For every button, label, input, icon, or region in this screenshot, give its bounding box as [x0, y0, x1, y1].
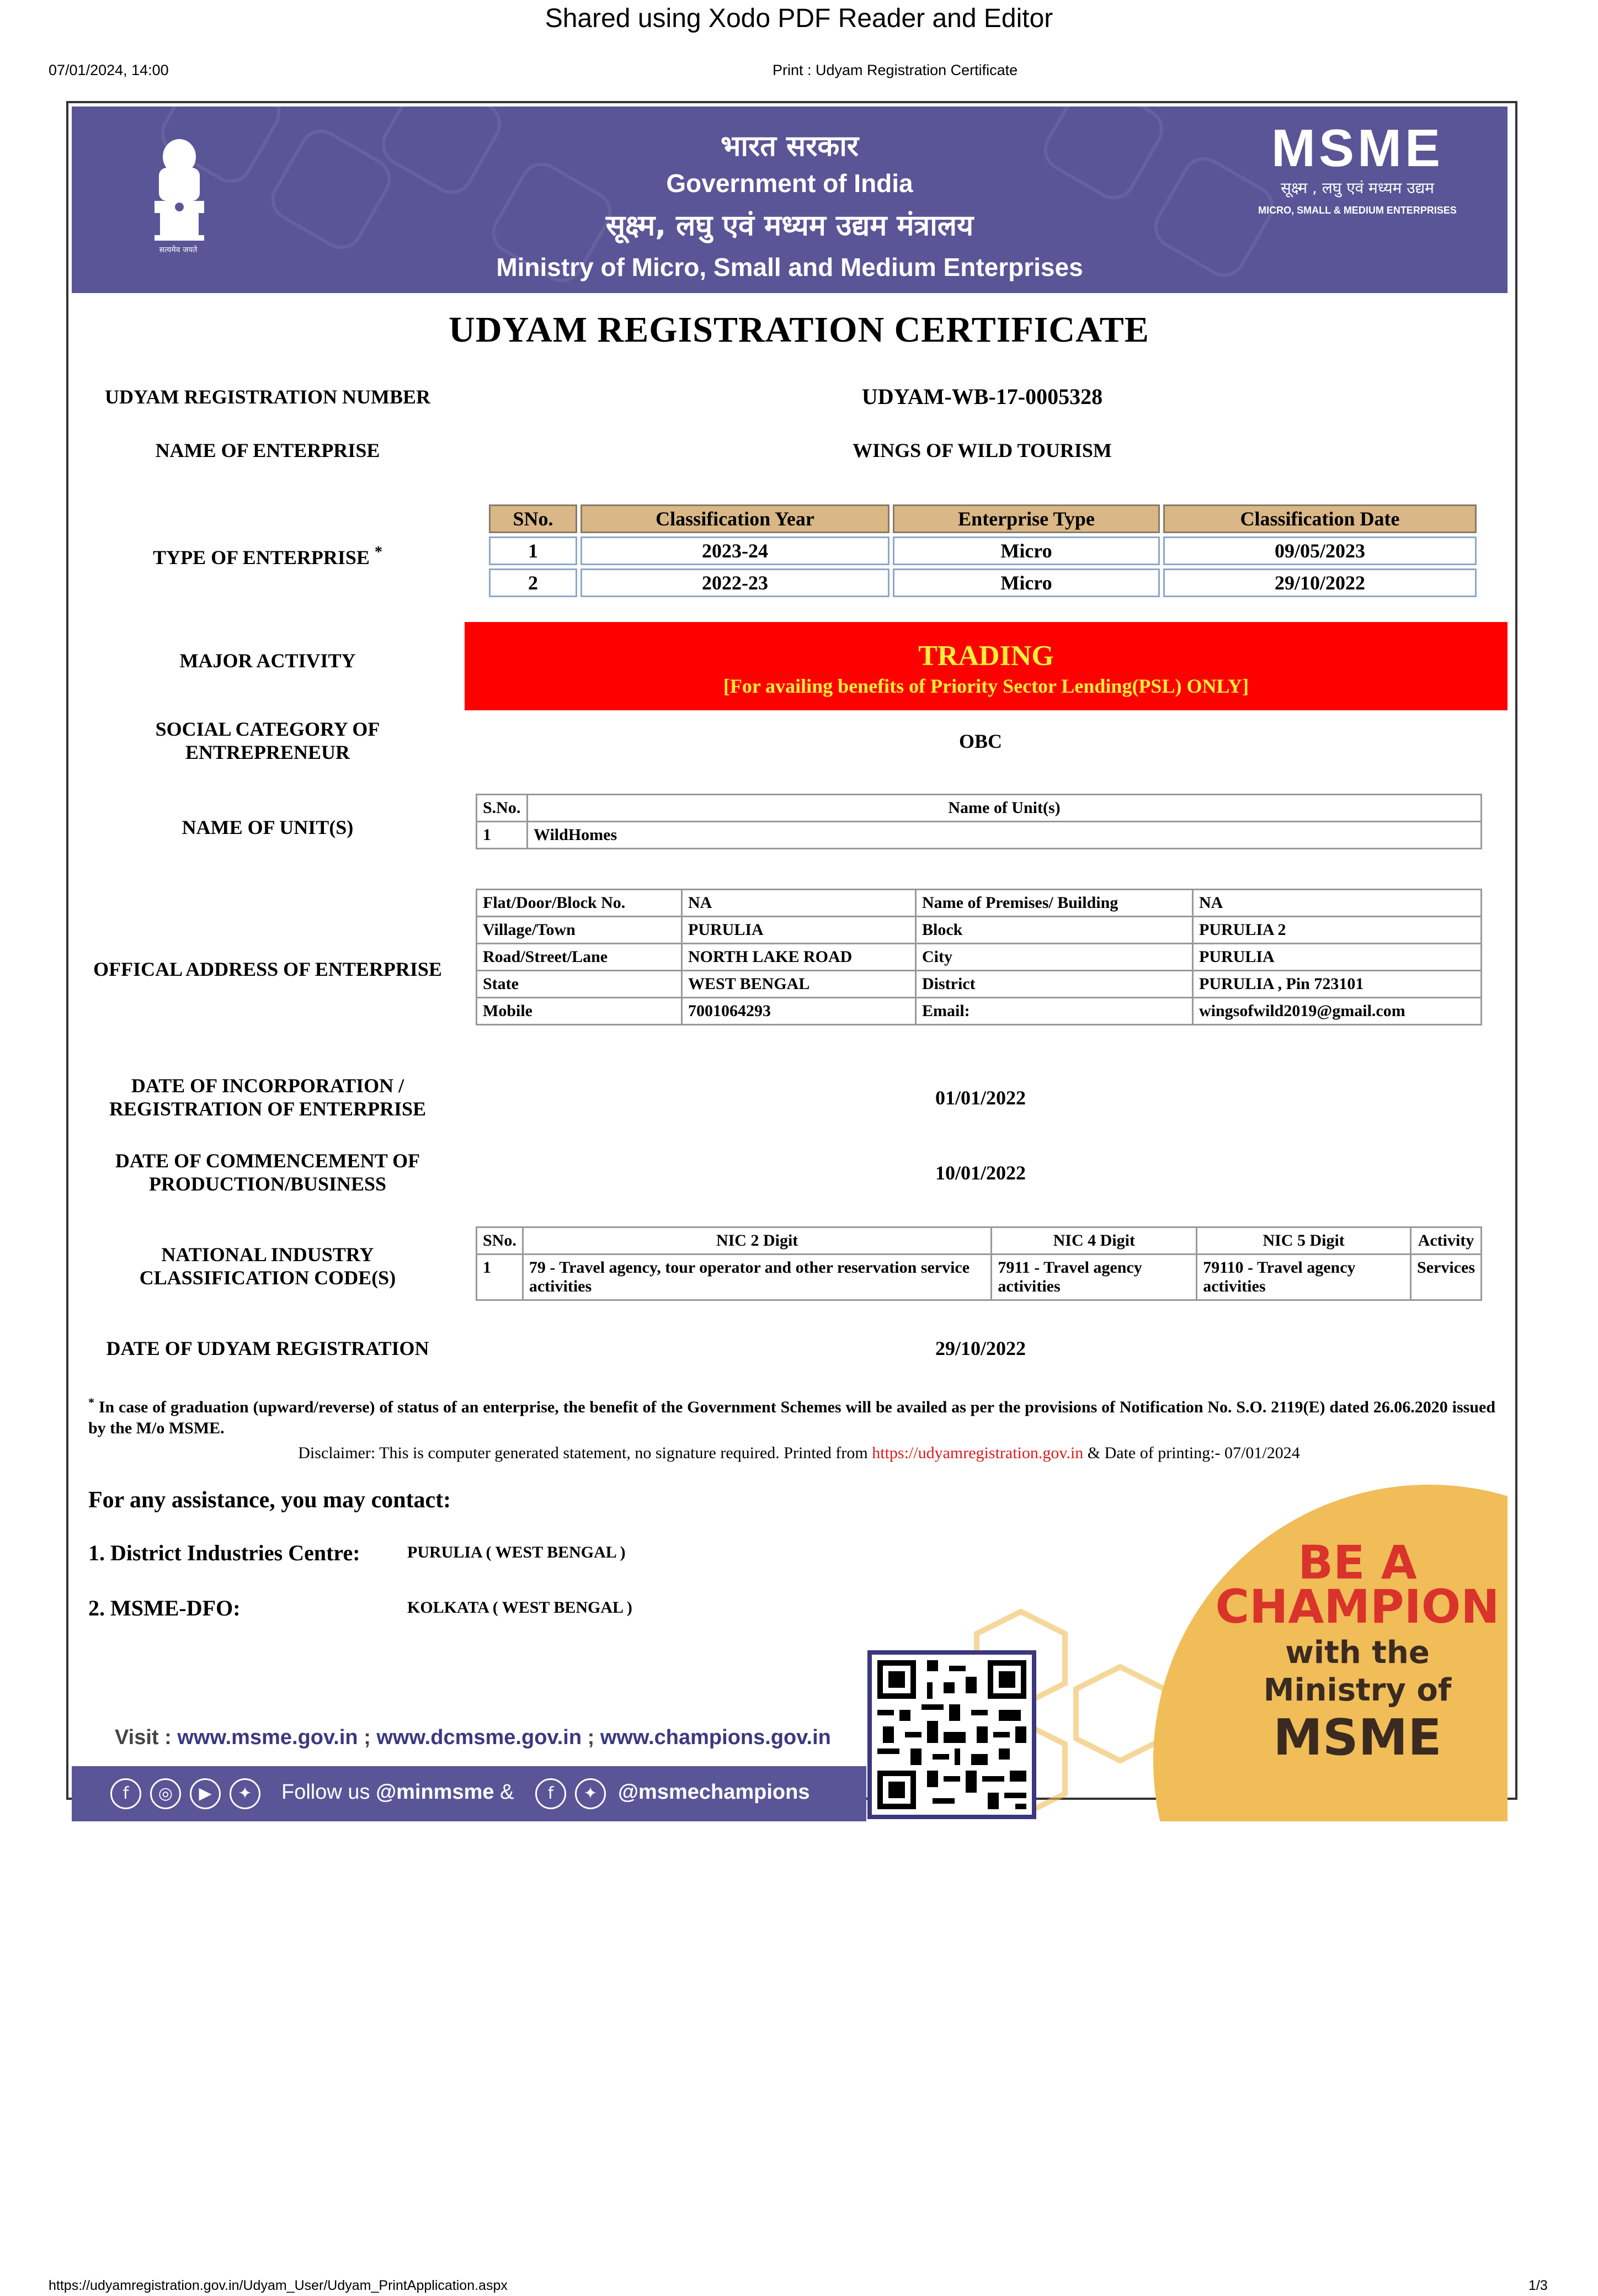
classification-table: [486, 501, 1480, 600]
nic-header-sno: SNo.: [477, 1227, 523, 1255]
commencement-label: DATE OF COMMENCEMENT OF PRODUCTION/BUSINESS: [115, 1150, 420, 1195]
reg-number-label: UDYAM REGISTRATION NUMBER: [104, 386, 431, 408]
table-cell: City: [916, 944, 1193, 971]
msme-link[interactable]: www.msme.gov.in: [177, 1726, 358, 1749]
table-row: [477, 890, 1482, 917]
incorporation-date: 01/01/2022: [935, 1087, 1026, 1109]
table-cell: NA: [1193, 890, 1482, 917]
table-cell: Mobile: [477, 998, 682, 1025]
table-cell: PURULIA: [682, 917, 916, 944]
table-cell: 2: [489, 568, 577, 597]
address-table: [476, 889, 1482, 1025]
units-header-sno: S.No.: [477, 795, 528, 822]
table-row: [477, 971, 1482, 998]
banner-ministry-hindi: सूक्ष्म, लघु एवं मध्यम उद्यम मंत्रालय: [605, 209, 974, 242]
table-cell: Name of Premises/ Building: [916, 890, 1193, 917]
nic-header-4: NIC 4 Digit: [992, 1227, 1197, 1255]
nic-header-2: NIC 2 Digit: [523, 1227, 992, 1255]
table-row: [489, 536, 1477, 565]
msme-logo-subtitle: MICRO, SMALL & MEDIUM ENTERPRISES: [1258, 205, 1457, 216]
udyam-date-label: DATE OF UDYAM REGISTRATION: [106, 1337, 429, 1359]
units-label: NAME OF UNIT(S): [182, 816, 354, 838]
banner-hindi-title: भारत सरकार: [720, 130, 859, 163]
dcmsme-link[interactable]: www.dcmsme.gov.in: [376, 1726, 582, 1749]
enterprise-name: WINGS OF WILD TOURISM: [853, 439, 1112, 461]
print-datetime: 07/01/2024, 14:00: [49, 62, 169, 78]
udyam-date: 29/10/2022: [935, 1337, 1026, 1359]
print-title: Print : Udyam Registration Certificate: [773, 62, 1018, 78]
incorporation-label: DATE OF INCORPORATION / REGISTRATION OF ENTERPRISE: [109, 1075, 427, 1120]
twitter-icon[interactable]: ✦: [230, 1778, 260, 1809]
table-cell: 79110 - Travel agency activities: [1197, 1255, 1411, 1300]
nic-header-5: NIC 5 Digit: [1197, 1227, 1411, 1255]
footer-url: https://udyamregistration.gov.in/Udyam_User/Udyam_PrintApplication.aspx: [49, 2278, 508, 2293]
enterprise-type-label: TYPE OF ENTERPRISE *: [153, 544, 382, 568]
dfo-label: 2. MSME-DFO:: [88, 1596, 241, 1620]
table-row: [477, 1255, 1482, 1300]
table-row: [477, 998, 1482, 1025]
address-label: OFFICAL ADDRESS OF ENTERPRISE: [93, 958, 442, 980]
champions-link[interactable]: www.champions.gov.in: [600, 1726, 831, 1749]
qr-code-icon: [872, 1655, 1032, 1815]
facebook-icon[interactable]: f: [535, 1778, 566, 1809]
twitter-icon[interactable]: ✦: [575, 1778, 606, 1809]
cls-header-type: Enterprise Type: [893, 504, 1160, 533]
cls-header-sno: SNo.: [489, 504, 577, 533]
table-cell: 29/10/2022: [1163, 568, 1477, 597]
page-number: 1/3: [1528, 2278, 1548, 2293]
table-cell: 2023-24: [580, 536, 889, 565]
table-cell: wingsofwild2019@gmail.com: [1193, 998, 1482, 1025]
msme-logo-text: MSME: [1271, 123, 1443, 173]
table-cell: 79 - Travel agency, tour operator and other reservation service activities: [523, 1255, 992, 1300]
table-cell: 1: [477, 822, 528, 849]
nic-header-activity: Activity: [1411, 1227, 1482, 1255]
promo-line4: Ministry of: [1263, 1672, 1452, 1708]
visit-links: Visit : www.msme.gov.in ; www.dcmsme.gov.in ; www.champions.gov.in: [115, 1726, 831, 1749]
table-cell: NORTH LAKE ROAD: [682, 944, 916, 971]
msme-logo-hindi: सूक्ष्म , लघु एवं मध्यम उद्यम: [1280, 179, 1435, 197]
table-row: [477, 822, 1482, 849]
table-cell: 7911 - Travel agency activities: [992, 1255, 1197, 1300]
table-cell: PURULIA 2: [1193, 917, 1482, 944]
promo-line3: with the: [1285, 1635, 1430, 1671]
gov-banner: [72, 107, 1508, 293]
table-row: [489, 568, 1477, 597]
commencement-date: 10/01/2022: [935, 1162, 1026, 1184]
enterprise-name-label: NAME OF ENTERPRISE: [155, 439, 380, 461]
promo-line1: BE A: [1298, 1535, 1417, 1590]
table-cell: District: [916, 971, 1193, 998]
table-cell: Email:: [916, 998, 1193, 1025]
table-cell: PURULIA , Pin 723101: [1193, 971, 1482, 998]
emblem-caption: सत्यमेव जयते: [159, 246, 198, 254]
table-cell: 09/05/2023: [1163, 536, 1477, 565]
dfo-value: KOLKATA ( WEST BENGAL ): [407, 1598, 632, 1617]
table-cell: 7001064293: [682, 998, 916, 1025]
facebook-icon[interactable]: f: [110, 1778, 141, 1809]
table-cell: NA: [682, 890, 916, 917]
disclaimer: Disclaimer: This is computer generated statement, no signature required. Printed from https://udyamregistration.gov.in & Date of printing:- 07/01/2024: [298, 1444, 1300, 1462]
activity-box: [465, 622, 1508, 710]
follow-bar: [72, 1766, 866, 1821]
table-row: [477, 944, 1482, 971]
qr-code: [867, 1650, 1036, 1819]
youtube-icon[interactable]: ▶: [190, 1778, 221, 1809]
table-cell: Micro: [893, 568, 1160, 597]
social-category: OBC: [958, 730, 1002, 752]
table-cell: State: [477, 971, 682, 998]
reg-number: UDYAM-WB-17-0005328: [861, 384, 1103, 409]
table-row: [477, 917, 1482, 944]
table-cell: Village/Town: [477, 917, 682, 944]
dic-value: PURULIA ( WEST BENGAL ): [407, 1543, 626, 1561]
table-cell: 1: [477, 1255, 523, 1300]
table-cell: 2022-23: [580, 568, 889, 597]
cls-header-year: Classification Year: [580, 504, 889, 533]
promo-line2: CHAMPION: [1215, 1580, 1500, 1634]
udyam-portal-link[interactable]: https://udyamregistration.gov.in: [872, 1444, 1084, 1462]
units-header-name: Name of Unit(s): [528, 795, 1482, 822]
nic-label: NATIONAL INDUSTRY CLASSIFICATION CODE(S): [139, 1243, 396, 1289]
cls-header-date: Classification Date: [1163, 504, 1477, 533]
table-cell: Services: [1411, 1255, 1482, 1300]
nic-table: [476, 1226, 1482, 1301]
activity-value: TRADING: [918, 640, 1054, 672]
activity-note: [For availing benefits of Priority Sector Lending(PSL) ONLY]: [723, 675, 1249, 697]
msmechampions-handle[interactable]: @msmechampions: [618, 1781, 810, 1804]
msme-logo: [1247, 123, 1468, 173]
social-category-label: SOCIAL CATEGORY OF ENTREPRENEUR: [155, 718, 380, 763]
instagram-icon[interactable]: ◎: [150, 1778, 181, 1809]
table-cell: Flat/Door/Block No.: [477, 890, 682, 917]
table-cell: PURULIA: [1193, 944, 1482, 971]
units-table: [476, 794, 1482, 849]
dic-label: 1. District Industries Centre:: [88, 1540, 360, 1565]
follow-label: Follow us @minmsme &: [281, 1781, 514, 1804]
app-title: Shared using Xodo PDF Reader and Editor: [545, 4, 1053, 33]
table-cell: Road/Street/Lane: [477, 944, 682, 971]
activity-label: MAJOR ACTIVITY: [179, 650, 356, 672]
banner-ministry: Ministry of Micro, Small and Medium Enterprises: [496, 253, 1083, 281]
table-cell: WildHomes: [528, 822, 1482, 849]
table-cell: Micro: [893, 536, 1160, 565]
certificate-title: UDYAM REGISTRATION CERTIFICATE: [449, 310, 1149, 350]
minmsme-handle[interactable]: @minmsme: [376, 1781, 494, 1804]
graduation-note: * In case of graduation (upward/reverse) of status of an enterprise, the benefit of the Government Schemes will be availed as per the provisions of Notification No. S.O. 2119(E) dated 26.06.2020 issued by the M/o MSME.: [88, 1395, 1495, 1437]
banner-gov: Government of India: [666, 169, 913, 198]
table-cell: Block: [916, 917, 1193, 944]
assistance-heading: For any assistance, you may contact:: [88, 1487, 451, 1513]
table-cell: WEST BENGAL: [682, 971, 916, 998]
table-cell: 1: [489, 536, 577, 565]
promo-line5: MSME: [1273, 1709, 1442, 1767]
